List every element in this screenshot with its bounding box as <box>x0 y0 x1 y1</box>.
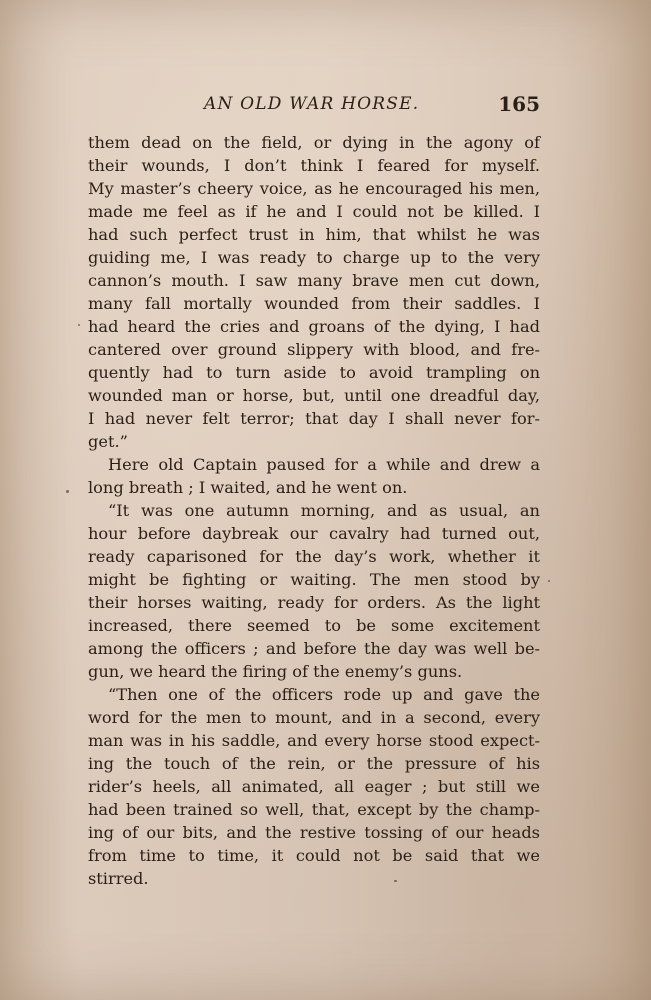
text-line: hour before daybreak our cavalry had turned out, <box>88 524 540 543</box>
text-line: stirred. <box>88 869 149 888</box>
text-line: My master’s cheery voice, as he encouraged his men, <box>88 179 540 198</box>
text-line: man was in his saddle, and every horse stood expect- <box>88 731 540 750</box>
text-line: ing the touch of the rein, or the pressure of his <box>88 754 540 773</box>
text-line: rider’s heels, all animated, all eager ; but still we <box>88 777 540 796</box>
running-head: AN OLD WAR HORSE. <box>204 94 420 114</box>
text-line: their horses waiting, ready for orders. As the light <box>88 593 540 612</box>
text-line: from time to time, it could not be said that we <box>88 846 540 865</box>
text-line: guiding me, I was ready to charge up to the very <box>88 248 540 267</box>
text-line: “Then one of the officers rode up and gave the <box>108 685 540 704</box>
text-line: cantered over ground slippery with blood, and fre- <box>88 340 540 359</box>
text-line: ing of our bits, and the restive tossing of our heads <box>88 823 540 842</box>
text-line: I had never felt terror; that day I shall never for- <box>88 409 540 428</box>
text-line: had been trained so well, that, except by the champ- <box>88 800 540 819</box>
text-line: Here old Captain paused for a while and drew a <box>108 455 540 474</box>
text-line: had heard the cries and groans of the dying, I had <box>88 317 540 336</box>
text-line: wounded man or horse, but, until one dreadful day, <box>88 386 540 405</box>
text-line: “It was one autumn morning, and as usual, an <box>108 501 540 520</box>
text-line: ready caparisoned for the day’s work, whether it <box>88 547 540 566</box>
text-line: many fall mortally wounded from their saddles. I <box>88 294 540 313</box>
text-line: among the officers ; and before the day was well be- <box>88 639 540 658</box>
text-line: them dead on the field, or dying in the agony of <box>88 133 540 152</box>
text-line: increased, there seemed to be some excitement <box>88 616 540 635</box>
text-line: long breath ; I waited, and he went on. <box>88 478 408 497</box>
page-number: 165 <box>498 92 540 116</box>
text-line: their wounds, I don’t think I feared for myself. <box>88 156 540 175</box>
body-text <box>88 131 540 890</box>
text-line: quently had to turn aside to avoid trampling on <box>88 363 540 382</box>
text-line: get.” <box>88 432 128 451</box>
text-line: made me feel as if he and I could not be killed. I <box>88 202 540 221</box>
text-line: might be fighting or waiting. The men stood by <box>88 570 540 589</box>
text-line: cannon’s mouth. I saw many brave men cut down, <box>88 271 540 290</box>
text-line: word for the men to mount, and in a second, every <box>88 708 540 727</box>
page-header <box>88 92 540 122</box>
text-line: gun, we heard the firing of the enemy’s guns. <box>88 662 463 681</box>
text-line: had such perfect trust in him, that whilst he was <box>88 225 540 244</box>
